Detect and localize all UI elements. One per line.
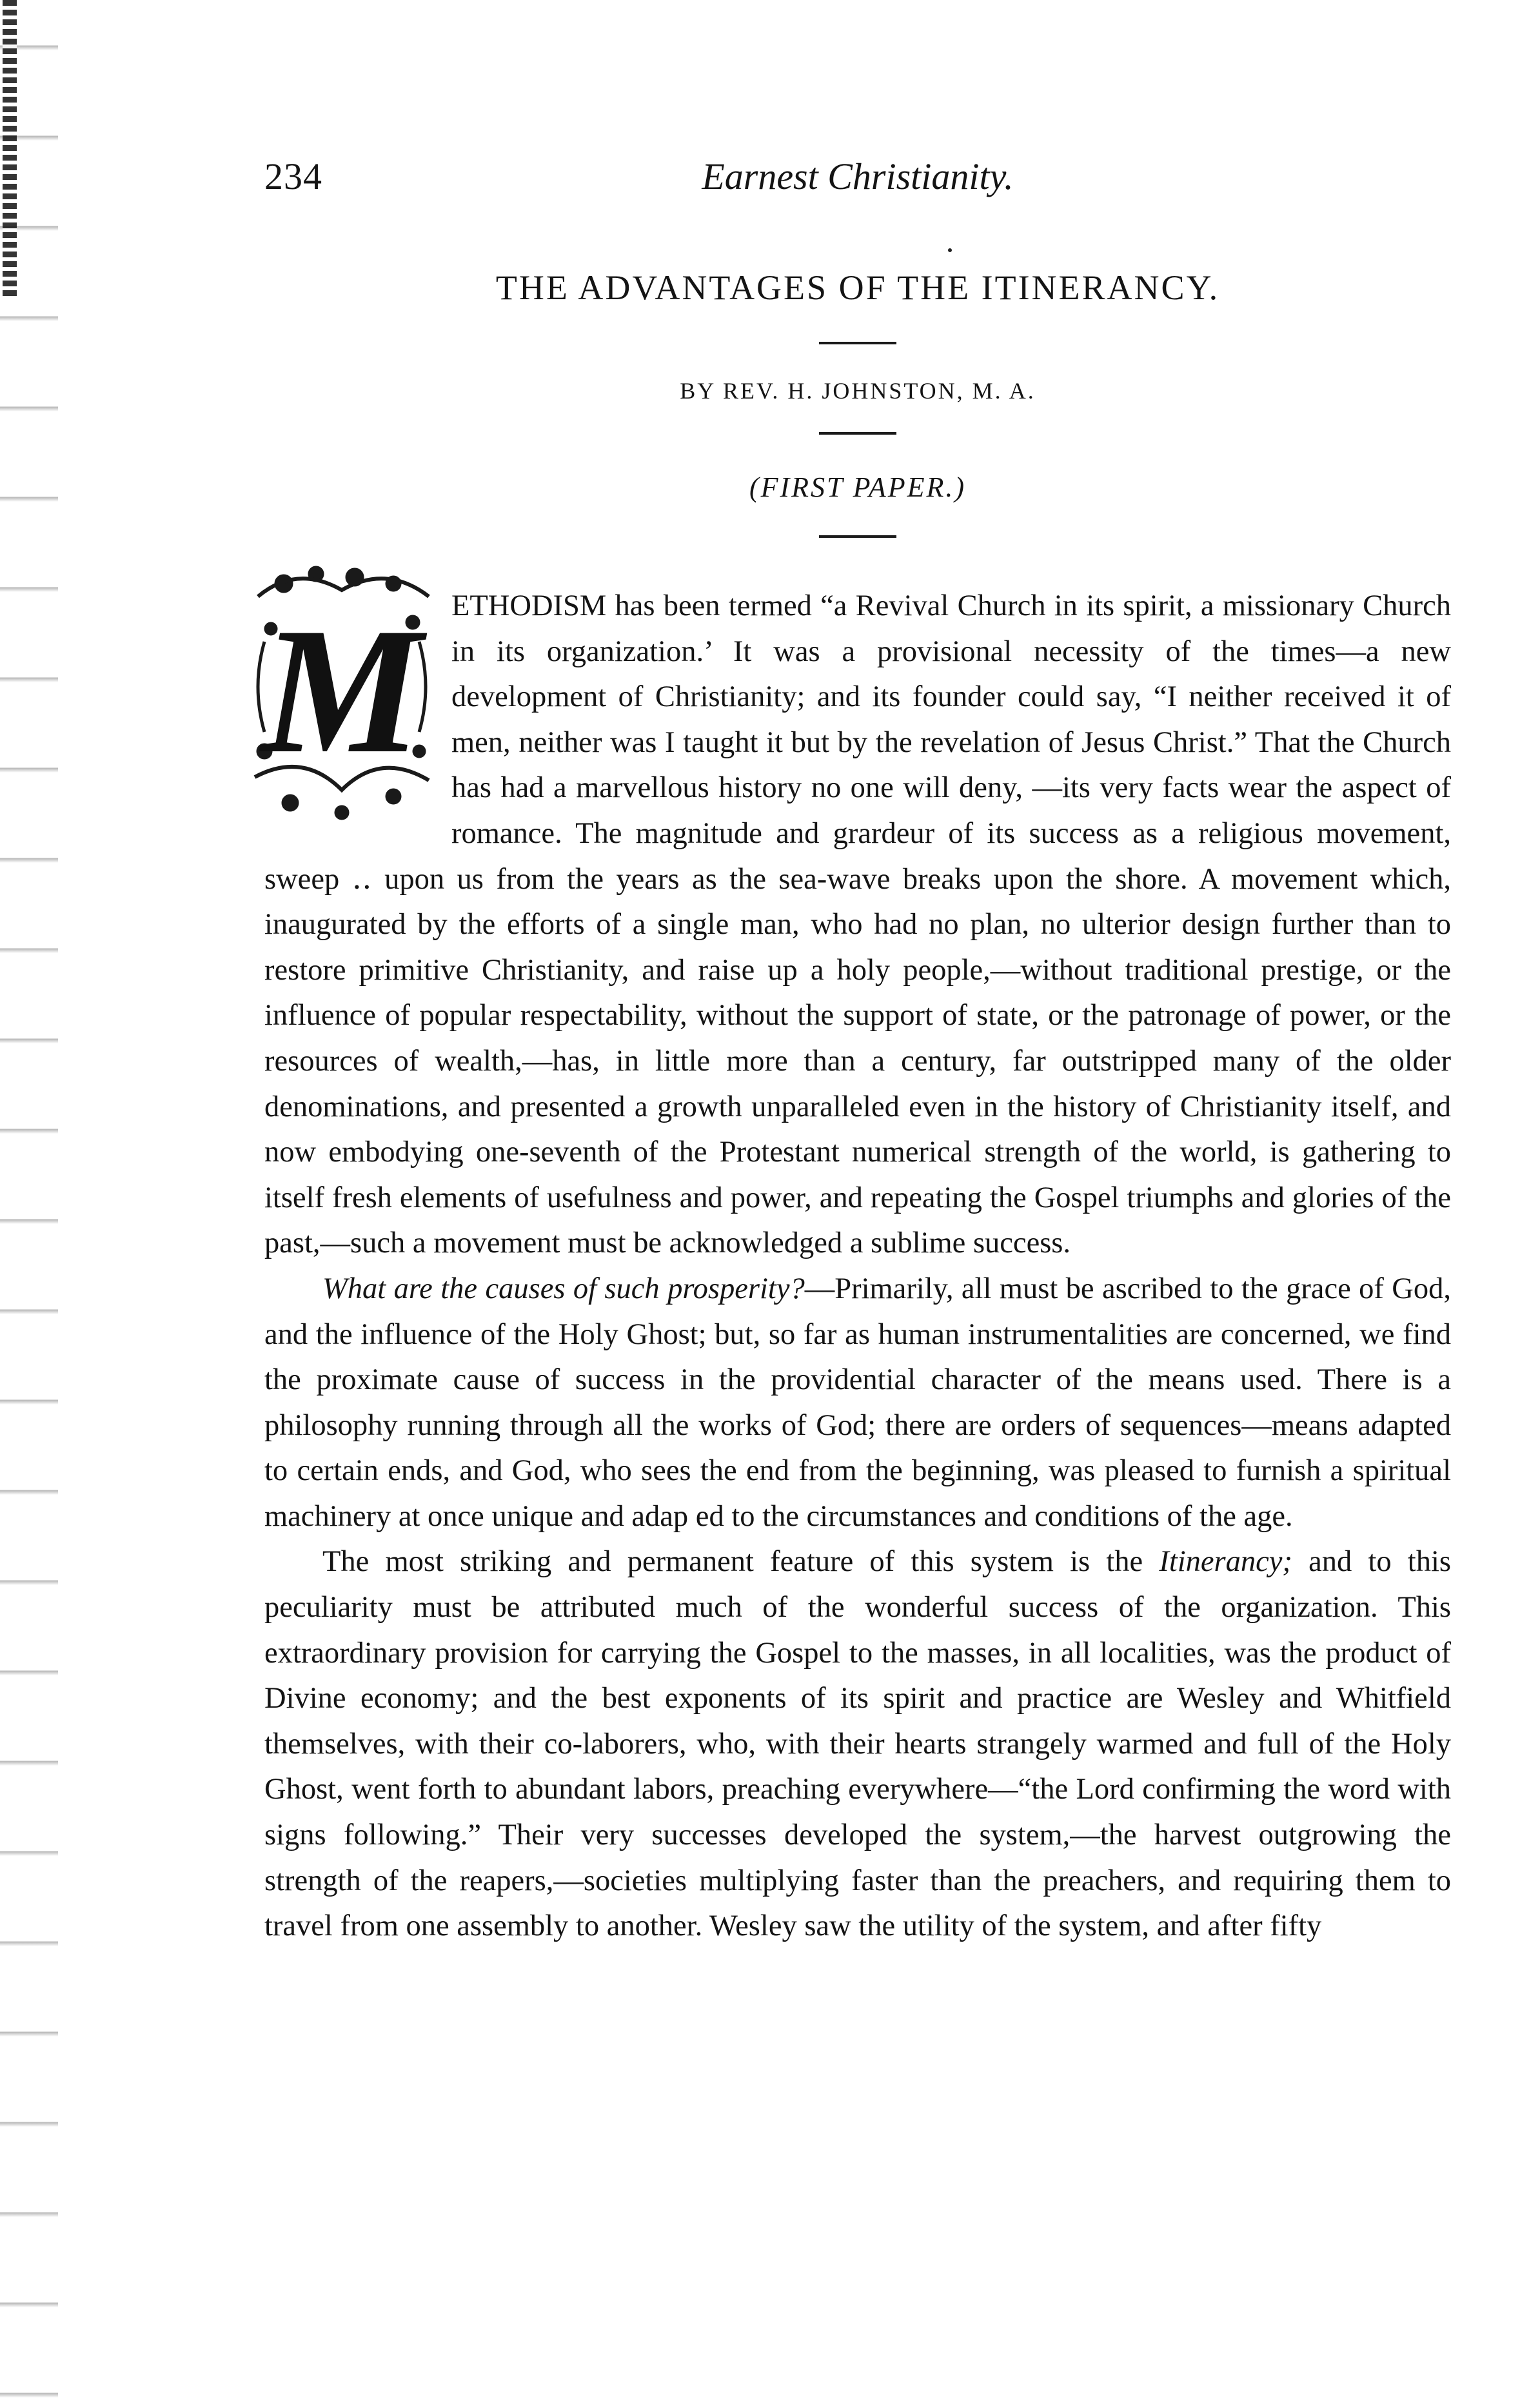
article-title: THE ADVANTAGES OF THE ITINERANCY. bbox=[495, 268, 1220, 307]
title-rule bbox=[819, 342, 896, 344]
scan-binding-edge bbox=[3, 0, 17, 297]
scan-binding-shadow bbox=[0, 0, 58, 2408]
part-rule bbox=[819, 535, 896, 538]
byline: BY REV. H. JOHNSTON, M. A. bbox=[680, 378, 1036, 404]
paragraph-3-italic: Itinerancy; bbox=[1159, 1545, 1292, 1579]
ornament-dot bbox=[948, 248, 952, 252]
page bbox=[261, 129, 1451, 1943]
running-head bbox=[264, 129, 1451, 206]
paragraph-2 bbox=[264, 1267, 1451, 1540]
paragraph-2-text: —Primarily, all must be ascribed to the grace of God, and the influence of the Holy Ghost; but, so far as human instrumentalities are concerned, we find the proximate cause of success in the providential character of the means used. There is a philosophy running through all the works of God; there are orders of sequences—means adapted to certain ends, and God, who sees the end from the beginning, was pleased to furnish a spiritual machinery at once unique and adap ed to the circumstances and conditions of the age. bbox=[264, 1272, 1451, 1533]
ornamental-drop-cap-m bbox=[245, 558, 439, 829]
svg-text:M: M bbox=[261, 590, 422, 791]
part-label: (FIRST PAPER.) bbox=[749, 471, 967, 503]
byline-rule bbox=[819, 432, 896, 435]
paragraph-3 bbox=[264, 1539, 1451, 1949]
page-number: 234 bbox=[264, 155, 322, 197]
article-body bbox=[261, 584, 1451, 1949]
journal-title: Earnest Christianity. bbox=[702, 155, 1014, 197]
paragraph-2-lead: What are the causes of such prosperity? bbox=[322, 1272, 805, 1305]
paragraph-3-start: The most striking and permanent feature of this system is the bbox=[322, 1545, 1160, 1579]
paragraph-1: ETHODISM has been termed “a Revival Church in its spirit, a missionary Church in its organization.’ It was a provisional necessity of the times—a new development of Christianity; and its founder could say, “I neither received it of men, neither was I taught it but by the revelation of Jesus Christ.” That the Church has had a marvellous history no one will deny, —its very facts wear the aspect of romance. The magnitude and grardeur of its success as a religious movement, sweep ‥ upon us from the years as the sea-wave breaks upon the shore. A movement which, inaugurated by the efforts of a single man, who had no plan, no ulterior design further than to restore primitive Christianity, and raise up a holy people,—without traditional prestige, or the influence of popular respectability, without the support of state, or the patronage of power, or the resources of wealth,—has, in little more than a century, far outstripped many of the older denominations, and presented a growth unparalleled even in the history of Christianity itself, and now embodying one-seventh of the Protestant numerical strength of the world, is gathering to itself fresh elements of usefulness and power, and repeating the Gospel triumphs and glories of the past,—such a movement must be acknowledged a sublime success. bbox=[264, 589, 1451, 1260]
paragraph-3-text: and to this peculiarity must be attributed much of the wonderful success of the organization. This extraordinary provision for carrying the Gospel to the masses, in all localities, was the product of Divine economy; and the best exponents of its spirit and practice are Wesley and Whitfield themselves, with their co-laborers, who, with their hearts strangely warmed and full of the Holy Ghost, went forth to abundant labors, preaching everywhere—“the Lord confirming the word with signs following.” Their very successes developed the system,—the harvest outgrowing the strength of the reapers,—societies multiplying faster than the preachers, and requiring them to travel from one assembly to another. Wesley saw the utility of the system, and after fifty bbox=[264, 1545, 1451, 1943]
